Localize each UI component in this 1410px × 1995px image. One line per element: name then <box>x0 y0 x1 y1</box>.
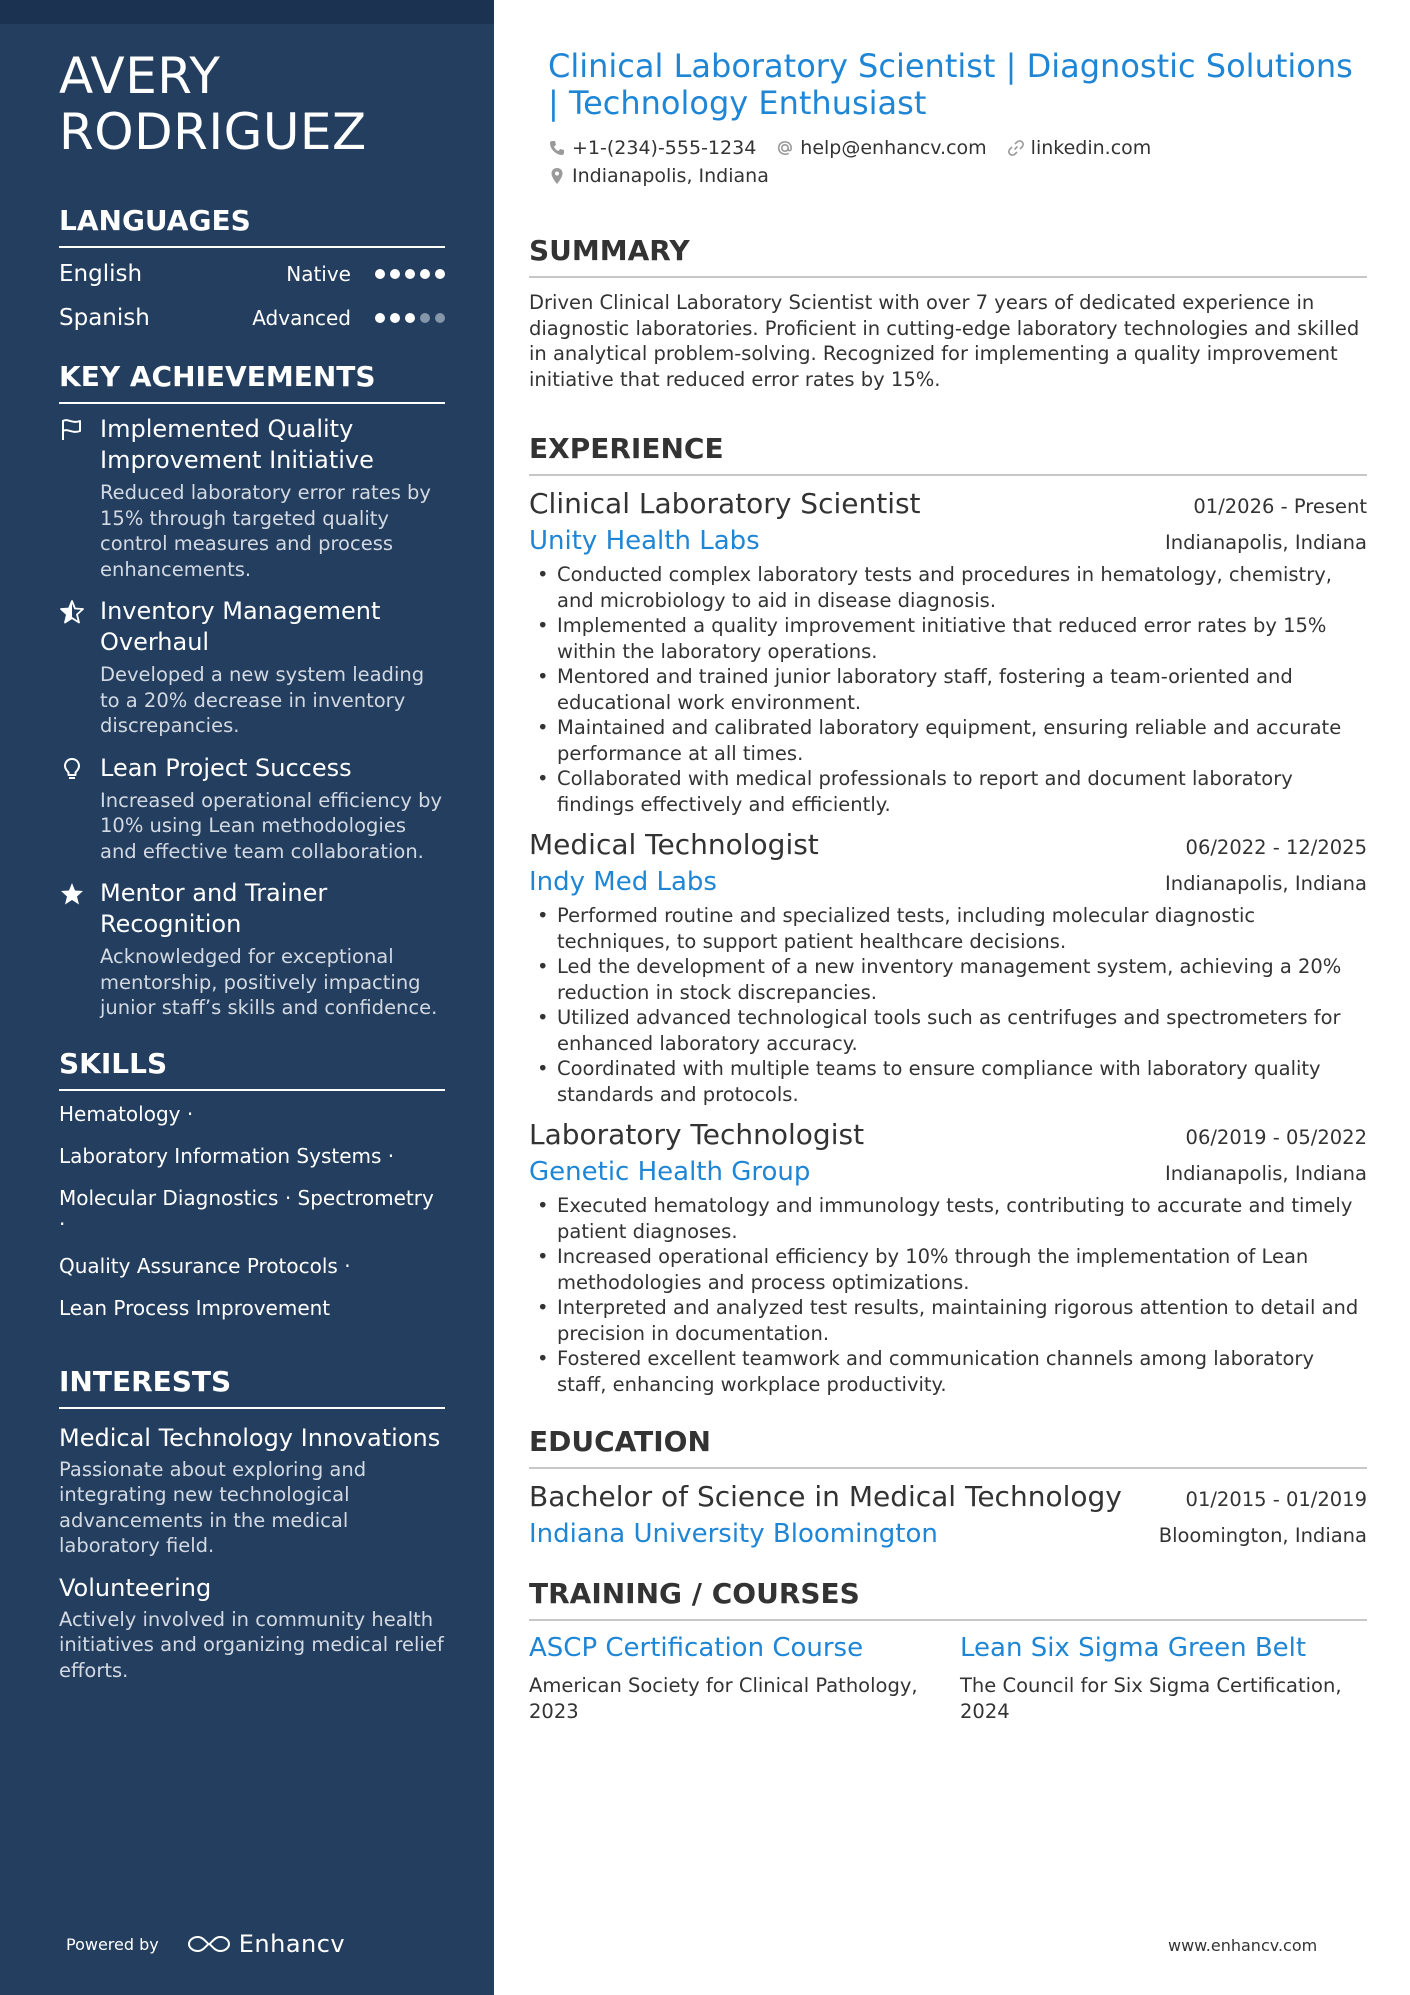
job-bullet: • Performed routine and specialized tests, including molecular diagnostic techniques, to support patient healthcare decisions. <box>529 903 1367 954</box>
course-description: American Society for Clinical Pathology, 2023 <box>529 1674 918 1723</box>
star-icon <box>59 881 85 907</box>
job-bullet: • Coordinated with multiple teams to ensure compliance with laboratory quality standards and protocols. <box>529 1056 1367 1107</box>
flag-icon <box>59 417 85 443</box>
language-level: Advanced <box>252 306 351 330</box>
achievement-item <box>59 596 445 739</box>
company-name: Indy Med Labs <box>529 867 717 897</box>
job-dates: 06/2019 - 05/2022 <box>1185 1126 1367 1149</box>
interest-description: Passionate about exploring and integrating new technological advancements in the medical laboratory field. <box>59 1457 367 1557</box>
job-bullet: • Implemented a quality improvement initiative that reduced error rates by 15% within the laboratory operations. <box>529 613 1367 664</box>
interests-heading: INTERESTS <box>59 1365 445 1409</box>
language-level: Native <box>286 262 351 286</box>
language-name: Spanish <box>59 305 150 331</box>
achievement-description: Acknowledged for exceptional mentorship, positively impacting junior staff’s skills and confidence. <box>100 945 438 1019</box>
training-heading: TRAINING / COURSES <box>529 1577 1367 1621</box>
course-item <box>960 1631 1367 1724</box>
skill-line: Molecular Diagnostics · Spectrometry · <box>59 1185 434 1236</box>
lightbulb-icon <box>59 756 85 782</box>
achievement-description: Reduced laboratory error rates by 15% through targeted quality control measures and process enhancements. <box>100 481 431 581</box>
interests-section <box>59 1365 445 1684</box>
achievement-title: Mentor and Trainer Recognition <box>100 879 328 938</box>
job-entry <box>529 1117 1367 1397</box>
skill-line: Laboratory Information Systems · <box>59 1143 395 1168</box>
education-section <box>529 1425 1367 1551</box>
rating-dot <box>390 269 400 279</box>
rating-dot <box>405 313 415 323</box>
skills-heading: SKILLS <box>59 1047 445 1091</box>
contact-info <box>529 134 1367 190</box>
job-location: Indianapolis, Indiana <box>1164 872 1367 895</box>
job-bullet: • Collaborated with medical professionals to report and document laboratory findings effectively and efficiently. <box>529 766 1367 817</box>
job-location: Indianapolis, Indiana <box>1164 1162 1367 1185</box>
company-name: Unity Health Labs <box>529 526 760 556</box>
interest-title: Medical Technology Innovations <box>59 1423 441 1452</box>
achievement-item <box>59 753 445 865</box>
school-location: Bloomington, Indiana <box>1158 1524 1367 1547</box>
email-text: help@enhancv.com <box>800 137 987 159</box>
job-bullet: • Mentored and trained junior laboratory staff, fostering a team-oriented and educational work environment. <box>529 664 1367 715</box>
phone-icon <box>548 139 566 157</box>
achievement-title: Implemented Quality Improvement Initiative <box>100 415 374 474</box>
contact-email[interactable] <box>776 134 986 162</box>
job-bullets <box>529 562 1367 817</box>
languages-heading: LANGUAGES <box>59 204 445 248</box>
education-heading: EDUCATION <box>529 1425 1367 1469</box>
powered-by-label: Powered by <box>66 1934 159 1954</box>
training-section <box>529 1577 1367 1724</box>
interest-item <box>59 1573 445 1684</box>
company-name: Genetic Health Group <box>529 1157 811 1187</box>
job-bullet: • Led the development of a new inventory management system, achieving a 20% reduction in stock discrepancies. <box>529 954 1367 1005</box>
job-bullet: • Interpreted and analyzed test results, maintaining rigorous attention to detail and precision in documentation. <box>529 1295 1367 1346</box>
job-bullet: • Fostered excellent teamwork and communication channels among laboratory staff, enhancing workplace productivity. <box>529 1346 1367 1397</box>
job-entry <box>529 827 1367 1107</box>
degree: Bachelor of Science in Medical Technology <box>529 1480 1122 1513</box>
experience-section <box>529 432 1367 1397</box>
interest-description: Actively involved in community health initiatives and organizing medical relief efforts. <box>59 1607 444 1682</box>
experience-heading: EXPERIENCE <box>529 432 1367 476</box>
skills-section <box>59 1047 445 1321</box>
job-bullet: • Conducted complex laboratory tests and procedures in hematology, chemistry, and microbiology to aid in disease diagnosis. <box>529 562 1367 613</box>
interest-title: Volunteering <box>59 1573 212 1602</box>
job-location: Indianapolis, Indiana <box>1164 531 1367 554</box>
achievement-description: Developed a new system leading to a 20% decrease in inventory discrepancies. <box>100 663 425 737</box>
rating-dot <box>375 269 385 279</box>
candidate-name: AVERY RODRIGUEZ <box>59 47 367 161</box>
job-title: Medical Technologist <box>529 828 819 861</box>
job-bullet: • Maintained and calibrated laboratory equipment, ensuring reliable and accurate performance at all times. <box>529 715 1367 766</box>
achievement-item <box>59 878 445 1021</box>
language-rating <box>375 269 445 279</box>
phone-text: +1-(234)-555-1234 <box>572 137 757 159</box>
rating-dot <box>435 269 445 279</box>
achievement-title: Lean Project Success <box>100 753 352 782</box>
job-entry <box>529 486 1367 817</box>
contact-location <box>548 162 769 190</box>
skill-line: Hematology · <box>59 1101 194 1126</box>
contact-phone[interactable] <box>548 134 756 162</box>
job-bullet: • Executed hematology and immunology tests, contributing to accurate and timely patient diagnoses. <box>529 1193 1367 1244</box>
languages-section <box>59 204 445 340</box>
job-title: Clinical Laboratory Scientist <box>529 487 921 520</box>
job-bullets <box>529 1193 1367 1397</box>
rating-dot <box>405 269 415 279</box>
summary-section <box>529 234 1367 392</box>
rating-dot <box>420 269 430 279</box>
location-pin-icon <box>548 167 566 185</box>
skill-line: Lean Process Improvement <box>59 1295 331 1320</box>
job-bullet: • Increased operational efficiency by 10% through the implementation of Lean methodologies and process optimizations. <box>529 1244 1367 1295</box>
rating-dot <box>375 313 385 323</box>
enhancv-logo-icon <box>187 1933 231 1955</box>
course-item <box>529 1631 960 1724</box>
website-link[interactable]: www.enhancv.com <box>1168 1936 1318 1955</box>
course-title: ASCP Certification Course <box>529 1633 864 1663</box>
job-bullets <box>529 903 1367 1107</box>
powered-by <box>66 1930 345 1958</box>
rating-dot <box>435 313 445 323</box>
language-rating <box>375 313 445 323</box>
interest-item <box>59 1423 445 1559</box>
location-text: Indianapolis, Indiana <box>572 165 769 187</box>
job-dates: 01/2026 - Present <box>1193 495 1367 518</box>
achievement-title: Inventory Management Overhaul <box>100 597 381 656</box>
sidebar <box>0 0 494 1995</box>
rating-dot <box>420 313 430 323</box>
summary-heading: SUMMARY <box>529 234 1367 278</box>
achievements-heading: KEY ACHIEVEMENTS <box>59 360 445 404</box>
achievement-item <box>59 414 445 582</box>
linkedin-text: linkedin.com <box>1030 137 1152 159</box>
job-title: Laboratory Technologist <box>529 1118 865 1151</box>
language-item <box>59 252 445 296</box>
enhancv-logo[interactable] <box>187 1930 345 1958</box>
at-icon <box>776 139 794 157</box>
main-content <box>529 48 1367 1724</box>
achievement-description: Increased operational efficiency by 10% using Lean methodologies and effective team collaboration. <box>100 788 443 863</box>
course-description: The Council for Six Sigma Certification, 2024 <box>960 1674 1342 1723</box>
education-dates: 01/2015 - 01/2019 <box>1185 1488 1367 1511</box>
sidebar-top-bar <box>0 0 494 24</box>
link-icon <box>1007 139 1025 157</box>
skill-line: Quality Assurance Protocols · <box>59 1253 351 1278</box>
contact-linkedin[interactable] <box>1007 134 1152 162</box>
school-name: Indiana University Bloomington <box>529 1519 938 1549</box>
education-entry <box>529 1479 1367 1551</box>
headline: Clinical Laboratory Scientist | Diagnostic Solutions | Technology Enthusiast <box>548 47 1353 122</box>
enhancv-brand: Enhancv <box>238 1930 346 1958</box>
job-dates: 06/2022 - 12/2025 <box>1185 836 1367 859</box>
star-half-icon <box>59 599 85 625</box>
course-title: Lean Six Sigma Green Belt <box>960 1633 1307 1663</box>
achievements-section <box>59 360 445 1021</box>
language-item <box>59 296 445 340</box>
language-name: English <box>59 261 143 287</box>
summary-text: Driven Clinical Laboratory Scientist with over 7 years of dedicated experience in diagnostic laboratories. Proficient in cutting-edge laboratory technologies and skilled in analytical problem-solving. Recognized for implementing a quality improvement initiative that reduced error rates by 15%. <box>529 291 1360 391</box>
job-bullet: • Utilized advanced technological tools such as centrifuges and spectrometers for enhanced laboratory accuracy. <box>529 1005 1367 1056</box>
rating-dot <box>390 313 400 323</box>
